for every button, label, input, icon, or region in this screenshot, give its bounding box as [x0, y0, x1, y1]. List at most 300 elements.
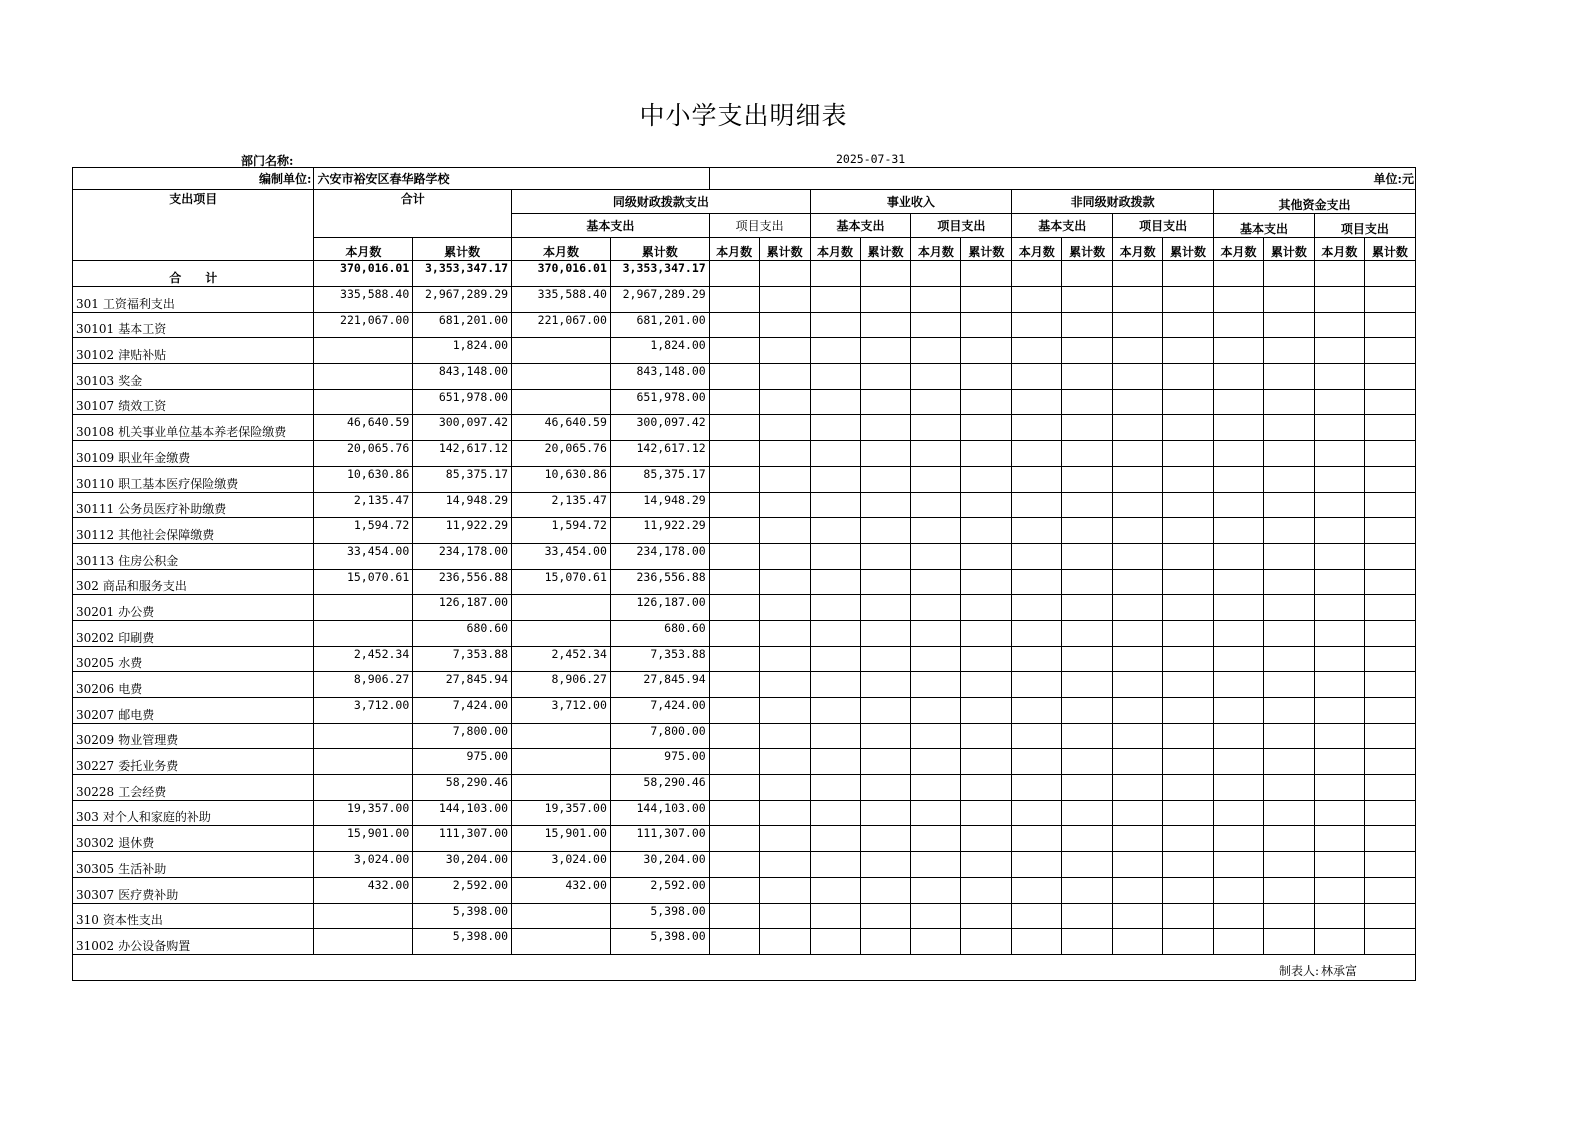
row-item: [73, 389, 314, 415]
empty-cell: [1113, 569, 1163, 595]
empty-cell: [1364, 441, 1415, 467]
empty-cell: [1214, 852, 1264, 878]
empty-cell: [759, 826, 810, 852]
row-name: 退休费: [118, 836, 155, 851]
row-cumulative: 234,178.00: [413, 543, 512, 569]
empty-cell: [709, 338, 759, 364]
empty-cell: [1314, 749, 1364, 775]
empty-cell: [961, 826, 1012, 852]
empty-cell: [810, 543, 860, 569]
row-item: [73, 466, 314, 492]
org-row: [73, 168, 1416, 190]
table-row: [73, 826, 1416, 852]
subheader-cumulative: 累计数: [759, 238, 810, 261]
empty-cell: [1214, 903, 1264, 929]
row-cumulative: 680.60: [413, 620, 512, 646]
row-basic-cumulative: 7,424.00: [610, 698, 709, 724]
row-name: 电费: [118, 682, 143, 696]
empty-cell: [860, 877, 911, 903]
empty-cell: [1012, 466, 1062, 492]
empty-cell: [1263, 620, 1314, 646]
empty-cell: [1263, 595, 1314, 621]
row-name: 生活补助: [118, 861, 167, 876]
empty-cell: [860, 620, 911, 646]
empty-cell: [1314, 518, 1364, 544]
row-item: [73, 903, 314, 929]
currency-unit: [709, 168, 1415, 190]
empty-cell: [860, 672, 911, 698]
empty-cell: [709, 595, 759, 621]
row-code: 30207: [76, 707, 115, 722]
col-item: 支出项目: [73, 190, 314, 261]
empty-cell: [759, 364, 810, 390]
row-item: [73, 852, 314, 878]
table-row: [73, 312, 1416, 338]
subheader-cumulative: 累计数: [1062, 238, 1113, 261]
row-name: 办公设备购置: [118, 938, 191, 953]
row-basic-month: 2,452.34: [512, 646, 611, 672]
empty-cell: [810, 492, 860, 518]
empty-cell: [810, 775, 860, 801]
empty-cell: [961, 569, 1012, 595]
empty-cell: [911, 646, 961, 672]
empty-cell: [759, 646, 810, 672]
row-cumulative: 11,922.29: [413, 518, 512, 544]
empty-cell: [709, 466, 759, 492]
empty-cell: [810, 287, 860, 313]
empty-cell: [1163, 569, 1214, 595]
row-code: 30205: [76, 656, 115, 671]
empty-cell: [961, 518, 1012, 544]
col-non-basic: 基本支出: [1012, 214, 1113, 238]
empty-cell: [911, 800, 961, 826]
empty-cell: [709, 389, 759, 415]
table-row: [73, 698, 1416, 724]
empty-cell: [860, 595, 911, 621]
subheader-month: 本月数: [314, 238, 413, 261]
empty-cell: [911, 672, 961, 698]
empty-cell: [810, 389, 860, 415]
row-basic-cumulative: 5,398.00: [610, 929, 709, 955]
empty-cell: [1062, 595, 1113, 621]
row-item: [73, 698, 314, 724]
empty-cell: [810, 569, 860, 595]
empty-cell: [1062, 492, 1113, 518]
empty-cell: [860, 929, 911, 955]
row-basic-cumulative: 2,967,289.29: [610, 287, 709, 313]
empty-cell: [1263, 338, 1314, 364]
empty-cell: [1314, 595, 1364, 621]
subheader-month: 本月数: [512, 238, 611, 261]
empty-cell: [1012, 826, 1062, 852]
empty-cell: [1263, 492, 1314, 518]
empty-cell: [860, 364, 911, 390]
empty-cell: [1263, 389, 1314, 415]
empty-cell: [1314, 364, 1364, 390]
row-item: [73, 595, 314, 621]
empty-cell: [1113, 466, 1163, 492]
row-code: 301: [76, 296, 99, 311]
subheader-month: 本月数: [1012, 238, 1062, 261]
empty-cell: [759, 749, 810, 775]
empty-cell: [911, 441, 961, 467]
row-basic-cumulative: 144,103.00: [610, 800, 709, 826]
empty-cell: [1012, 569, 1062, 595]
empty-cell: [1113, 312, 1163, 338]
empty-cell: [1314, 877, 1364, 903]
col-other-project: 项目支出: [1314, 214, 1415, 238]
empty-cell: [1314, 389, 1364, 415]
row-basic-cumulative: 234,178.00: [610, 543, 709, 569]
empty-cell: [1263, 775, 1314, 801]
empty-cell: [860, 441, 911, 467]
empty-cell: [810, 877, 860, 903]
empty-cell: [1113, 929, 1163, 955]
row-item: [73, 415, 314, 441]
row-month: 8,906.27: [314, 672, 413, 698]
empty-cell: [1314, 543, 1364, 569]
empty-cell: [961, 800, 1012, 826]
row-basic-cumulative: 681,201.00: [610, 312, 709, 338]
empty-cell: [1113, 389, 1163, 415]
empty-cell: [1314, 775, 1364, 801]
row-item: [73, 620, 314, 646]
empty-cell: [911, 338, 961, 364]
empty-cell: [1263, 929, 1314, 955]
empty-cell: [1214, 698, 1264, 724]
empty-cell: [1314, 698, 1364, 724]
empty-cell: [1214, 723, 1264, 749]
row-code: 30201: [76, 604, 115, 619]
empty-cell: [961, 492, 1012, 518]
empty-cell: [759, 800, 810, 826]
row-code: 30227: [76, 759, 115, 774]
row-code: 30101: [76, 322, 115, 337]
preparer: [73, 954, 1416, 980]
empty-cell: [1314, 800, 1364, 826]
empty-cell: [810, 929, 860, 955]
row-basic-month: 3,024.00: [512, 852, 611, 878]
empty-cell: [961, 595, 1012, 621]
row-basic-month: 19,357.00: [512, 800, 611, 826]
empty-cell: [709, 646, 759, 672]
col-same-basic: 基本支出: [512, 214, 710, 238]
row-item: [73, 518, 314, 544]
empty-cell: [810, 364, 860, 390]
empty-cell: [860, 852, 911, 878]
row-basic-cumulative: 126,187.00: [610, 595, 709, 621]
empty-cell: [1263, 800, 1314, 826]
row-name: 工资福利支出: [102, 296, 175, 311]
row-item: [73, 441, 314, 467]
empty-cell: [1364, 672, 1415, 698]
empty-cell: [1263, 723, 1314, 749]
row-name: 商品和服务支出: [102, 579, 187, 594]
empty-cell: [709, 441, 759, 467]
row-basic-month: 335,588.40: [512, 287, 611, 313]
col-other-funds: 其他资金支出: [1214, 190, 1416, 214]
empty-cell: [1012, 389, 1062, 415]
empty-cell: [860, 569, 911, 595]
empty-cell: [961, 877, 1012, 903]
empty-cell: [860, 698, 911, 724]
row-item: [73, 826, 314, 852]
row-code: 30206: [76, 682, 115, 696]
row-item: [73, 800, 314, 826]
empty-cell: [1364, 852, 1415, 878]
table-row: [73, 723, 1416, 749]
subheader-cumulative: 累计数: [610, 238, 709, 261]
empty-cell: [1263, 646, 1314, 672]
empty-cell: [1263, 877, 1314, 903]
empty-cell: [1314, 492, 1364, 518]
empty-cell: [1314, 441, 1364, 467]
row-basic-month: 15,901.00: [512, 826, 611, 852]
empty-cell: [1163, 543, 1214, 569]
empty-cell: [1364, 698, 1415, 724]
header-row-1: [73, 190, 1416, 214]
subheader-month: 本月数: [911, 238, 961, 261]
empty-cell: [1163, 312, 1214, 338]
row-cumulative: 111,307.00: [413, 826, 512, 852]
total-row: [73, 261, 1416, 287]
row-month: 3,712.00: [314, 698, 413, 724]
row-item: [73, 775, 314, 801]
row-basic-cumulative: 236,556.88: [610, 569, 709, 595]
row-name: 职业年金缴费: [118, 450, 191, 465]
empty-cell: [1214, 646, 1264, 672]
table-row: [73, 287, 1416, 313]
empty-cell: [759, 929, 810, 955]
empty-cell: [1113, 698, 1163, 724]
empty-cell: [759, 852, 810, 878]
empty-cell: [810, 466, 860, 492]
empty-cell: [911, 543, 961, 569]
empty-cell: [1062, 826, 1113, 852]
empty-cell: [1163, 749, 1214, 775]
empty-cell: [1062, 929, 1113, 955]
empty-cell: [1314, 723, 1364, 749]
empty-cell: [1214, 518, 1264, 544]
row-basic-month: [512, 338, 611, 364]
empty-cell: [961, 749, 1012, 775]
row-cumulative: 300,097.42: [413, 415, 512, 441]
empty-cell: [1163, 492, 1214, 518]
empty-cell: [1113, 595, 1163, 621]
empty-cell: [810, 312, 860, 338]
col-non-project: 项目支出: [1113, 214, 1214, 238]
row-cumulative: 5,398.00: [413, 903, 512, 929]
empty-cell: [810, 620, 860, 646]
empty-cell: [1364, 877, 1415, 903]
empty-cell: [1062, 518, 1113, 544]
empty-cell: [759, 441, 810, 467]
row-name: 公务员医疗补助缴费: [118, 502, 227, 517]
currency-value: 元: [1401, 172, 1414, 186]
empty-cell: [1364, 620, 1415, 646]
empty-cell: [1314, 338, 1364, 364]
empty-cell: [1062, 852, 1113, 878]
row-code: 30109: [76, 450, 115, 465]
empty-cell: [961, 466, 1012, 492]
row-cumulative: 27,845.94: [413, 672, 512, 698]
empty-cell: [1314, 287, 1364, 313]
empty-cell: [1062, 389, 1113, 415]
row-basic-month: [512, 929, 611, 955]
empty-cell: [810, 698, 860, 724]
row-name: 其他社会保障缴费: [118, 527, 215, 542]
subheader-cumulative: 累计数: [1263, 238, 1314, 261]
empty-cell: [709, 723, 759, 749]
empty-cell: [911, 775, 961, 801]
empty-cell: [1062, 569, 1113, 595]
empty-cell: [961, 312, 1012, 338]
empty-cell: [1364, 569, 1415, 595]
empty-cell: [1364, 775, 1415, 801]
row-basic-month: 2,135.47: [512, 492, 611, 518]
empty-cell: [810, 800, 860, 826]
row-month: 15,901.00: [314, 826, 413, 852]
row-cumulative: 126,187.00: [413, 595, 512, 621]
row-basic-month: [512, 775, 611, 801]
empty-cell: [1012, 775, 1062, 801]
report-date: 2025-07-31: [836, 152, 906, 166]
empty-cell: [1214, 543, 1264, 569]
row-month: 3,024.00: [314, 852, 413, 878]
empty-cell: [1364, 903, 1415, 929]
row-cumulative: 5,398.00: [413, 929, 512, 955]
row-month: 15,070.61: [314, 569, 413, 595]
empty-cell: [709, 775, 759, 801]
empty-cell: [1263, 364, 1314, 390]
empty-cell: [1214, 364, 1264, 390]
row-month: [314, 620, 413, 646]
row-cumulative: 236,556.88: [413, 569, 512, 595]
empty-cell: [860, 312, 911, 338]
empty-cell: [1314, 466, 1364, 492]
col-total: 合计: [314, 190, 512, 238]
row-cumulative: 2,967,289.29: [413, 287, 512, 313]
row-cumulative: 58,290.46: [413, 775, 512, 801]
empty-cell: [860, 518, 911, 544]
preparer-name: 林承富: [1320, 963, 1357, 978]
row-name: 资本性支出: [102, 913, 163, 928]
row-cumulative: 85,375.17: [413, 466, 512, 492]
row-item: [73, 569, 314, 595]
total-basic-cumulative: 3,353,347.17: [610, 261, 709, 287]
row-cumulative: 1,824.00: [413, 338, 512, 364]
table-row: [73, 441, 1416, 467]
empty-cell: [911, 518, 961, 544]
empty-cell: [1214, 415, 1264, 441]
empty-cell: [759, 775, 810, 801]
row-code: 30110: [76, 476, 115, 491]
row-basic-month: [512, 749, 611, 775]
row-month: 1,594.72: [314, 518, 413, 544]
empty-cell: [1062, 466, 1113, 492]
row-name: 印刷费: [118, 630, 155, 645]
empty-cell: [1263, 569, 1314, 595]
row-name: 委托业务费: [118, 759, 179, 774]
row-name: 物业管理费: [118, 733, 179, 748]
empty-cell: [810, 672, 860, 698]
empty-cell: [1364, 364, 1415, 390]
total-cumulative: 3,353,347.17: [413, 261, 512, 287]
empty-cell: [1214, 569, 1264, 595]
row-name: 邮电费: [118, 707, 155, 722]
empty-cell: [1163, 415, 1214, 441]
empty-cell: [961, 723, 1012, 749]
col-other-basic: 基本支出: [1214, 214, 1315, 238]
empty-cell: [961, 646, 1012, 672]
unit-org-value: 六安市裕安区春华路学校: [314, 168, 709, 190]
empty-cell: [961, 415, 1012, 441]
empty-cell: [1364, 518, 1415, 544]
row-basic-cumulative: 7,800.00: [610, 723, 709, 749]
empty-cell: [1263, 518, 1314, 544]
empty-cell: [911, 595, 961, 621]
empty-cell: [1062, 441, 1113, 467]
empty-cell: [961, 364, 1012, 390]
empty-cell: [1214, 466, 1264, 492]
empty-cell: [1012, 620, 1062, 646]
empty-cell: [911, 492, 961, 518]
row-code: 303: [76, 810, 99, 825]
empty-cell: [1364, 389, 1415, 415]
empty-cell: [1214, 595, 1264, 621]
empty-cell: [911, 929, 961, 955]
empty-cell: [759, 518, 810, 544]
empty-cell: [1012, 723, 1062, 749]
expense-table: [72, 167, 1416, 981]
empty-cell: [1163, 929, 1214, 955]
row-name: 机关事业单位基本养老保险缴费: [118, 425, 287, 440]
row-cumulative: 30,204.00: [413, 852, 512, 878]
row-basic-cumulative: 1,824.00: [610, 338, 709, 364]
row-month: 221,067.00: [314, 312, 413, 338]
empty-cell: [1364, 929, 1415, 955]
row-basic-cumulative: 975.00: [610, 749, 709, 775]
empty-cell: [759, 466, 810, 492]
empty-cell: [709, 492, 759, 518]
empty-cell: [1062, 620, 1113, 646]
empty-cell: [709, 800, 759, 826]
row-item: [73, 646, 314, 672]
empty-cell: [1364, 723, 1415, 749]
empty-cell: [1364, 312, 1415, 338]
row-basic-month: 432.00: [512, 877, 611, 903]
empty-cell: [759, 698, 810, 724]
row-item: [73, 877, 314, 903]
empty-cell: [1263, 672, 1314, 698]
row-basic-month: 15,070.61: [512, 569, 611, 595]
empty-cell: [810, 749, 860, 775]
row-code: 302: [76, 579, 99, 594]
empty-cell: [860, 775, 911, 801]
row-cumulative: 144,103.00: [413, 800, 512, 826]
row-name: 工会经费: [118, 784, 167, 799]
empty-cell: [1214, 749, 1264, 775]
subheader-cumulative: 累计数: [1163, 238, 1214, 261]
empty-cell: [860, 287, 911, 313]
empty-cell: [1364, 287, 1415, 313]
empty-cell: [1163, 723, 1214, 749]
row-item: [73, 929, 314, 955]
empty-cell: [1113, 800, 1163, 826]
empty-cell: [810, 595, 860, 621]
total-basic-month: 370,016.01: [512, 261, 611, 287]
row-basic-month: [512, 903, 611, 929]
